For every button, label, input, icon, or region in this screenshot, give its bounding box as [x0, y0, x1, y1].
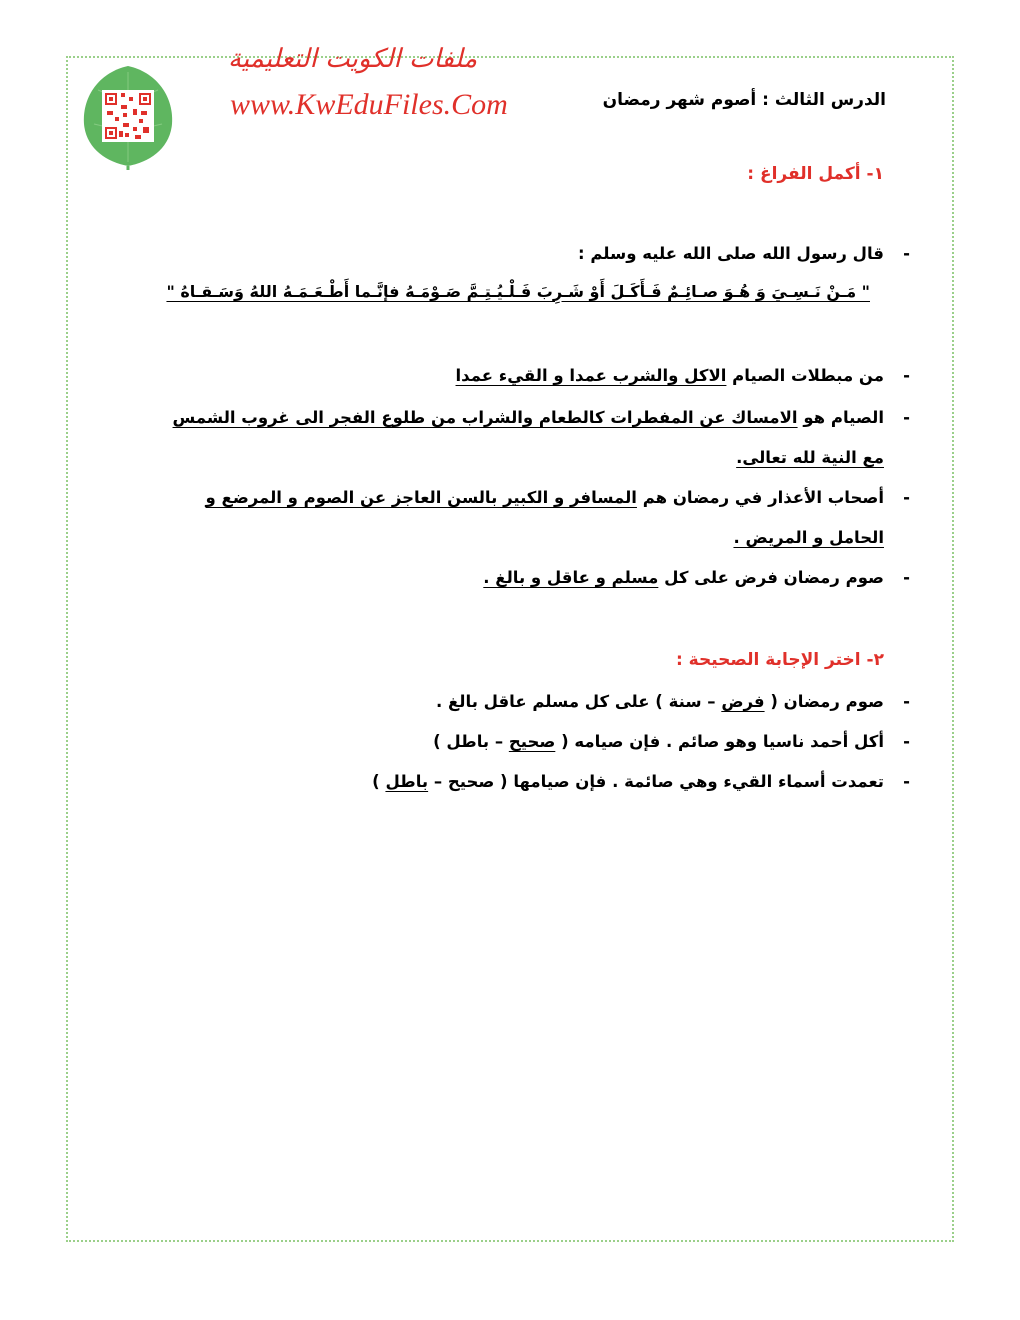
list-item: - تعمدت أسماء القيء وهي صائمة . فإن صيامها ( صحيح – باطل ) [372, 772, 910, 791]
hadith-text: " مَـنْ نَـسِـيَ وَ هُـوَ صـائِـمٌ فَـأَكَـلَ أَوْ شَـرِبَ فَـلْـيُـتِـمَّ صَـوْمَـهُ فإنَّـما أَطْـعَـمَـهُ اللهُ وَسَـقـاهُ " [166, 282, 870, 301]
leaf-qr-logo-icon [78, 62, 178, 170]
list-item: - أكل أحمد ناسيا وهو صائم . فإن صيامه ( صحيح – باطل ) [433, 732, 910, 751]
list-item: - أصحاب الأعذار في رمضان هم المسافر و الكبير بالسن العاجز عن الصوم و المرضع و الحامل و المريض . [205, 488, 910, 547]
lesson-title: الدرس الثالث : أصوم شهر رمضان [602, 90, 886, 110]
section-2-title: ٢- اختر الإجابة الصحيحة : [675, 650, 884, 670]
site-url[interactable]: www.KwEduFiles.Com [230, 88, 508, 121]
hadith-intro: - قال رسول الله صلى الله عليه وسلم : [578, 244, 910, 263]
list-item: - من مبطلات الصيام الاكل والشرب عمدا و القيء عمدا [455, 366, 910, 385]
site-name-arabic: ملفات الكويت التعليمية [228, 44, 478, 74]
list-item: - صوم رمضان ( فرض – سنة ) على كل مسلم عاقل بالغ . [436, 692, 910, 711]
section-1-title: ١- أكمل الفراغ : [747, 164, 884, 184]
list-item: - صوم رمضان فرض على كل مسلم و عاقل و بالغ . [483, 568, 910, 587]
list-item: - الصيام هو الامساك عن المفطرات كالطعام والشراب من طلوع الفجر الى غروب الشمس مع النية لله تعالى. [172, 408, 910, 467]
